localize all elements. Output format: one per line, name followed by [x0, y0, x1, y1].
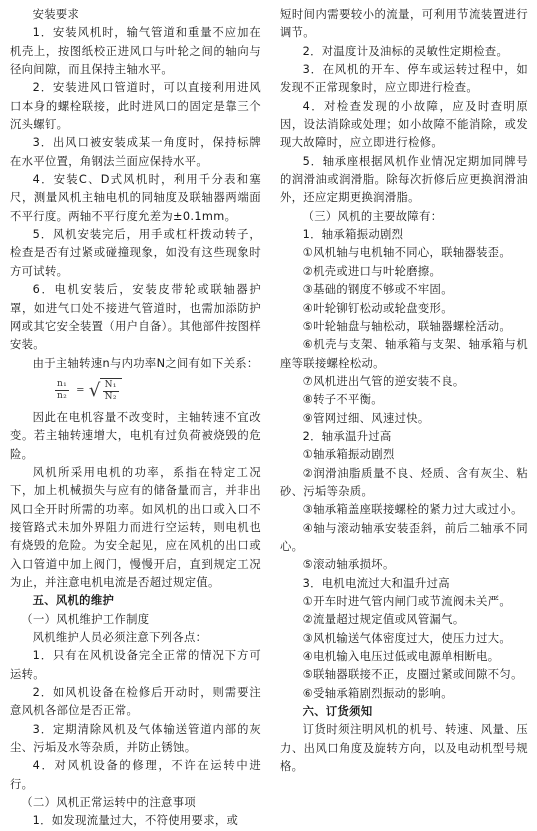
paragraph: 3．在风机的开车、停车或运转过程中，如发现不正常现象时，应立即进行检查。 [280, 63, 528, 95]
fault-item: ④电机输入电压过低或电源单相断电。 [302, 650, 500, 664]
paragraph: 1．如发现流量过大，不符使用要求，或 [32, 814, 239, 828]
fault-category: 3．电机电流过大和温升过高 [302, 576, 450, 590]
fault-item: ②流量超过规定值或风管漏气。 [302, 613, 465, 627]
fault-item: ⑦风机进出气管的逆安装不良。 [302, 374, 465, 388]
speed-power-formula [52, 378, 122, 403]
paragraph: 风机维护人员必须注意下列各点： [32, 631, 208, 644]
paragraph: 5．风机安装完后，用手或杠杆拨动转子，检查是否有过紧或碰撞现象，如没有这些现象时方可试转。 [10, 228, 261, 278]
formula-row [10, 373, 261, 409]
paragraph: 4．对检查发现的小故障，应及时查明原因，设法消除或处理；如小故障不能消除，或发现大故障时，应立即进行检修。 [280, 99, 528, 150]
paragraph: 因此在电机容量不改变时，主轴转速不宜改变。若主轴转速增大，电机有过负荷被烧毁的危险。 [10, 410, 261, 461]
subsection-heading: （三）风机的主要故障有： [302, 209, 443, 223]
paragraph: 3．出风口被安装成某一角度时，保持标牌在水平位置，角钢法兰面应保持水平。 [10, 136, 261, 168]
paragraph: 订货时须注明风机的机号、转速、风量、压力、出风口角度及旋转方向，以及电动机型号规格。 [280, 723, 528, 774]
paragraph: 6．电机安装后，安装皮带轮或联轴器护罩，如进气口处不接进气管道时，也需加添防护网或其它安全装置（用户自备）。其他部件按图样安装。 [10, 283, 261, 352]
paragraph: 4．安装C、D式风机时，利用千分表和塞尺，测量风机主轴电机的同轴度及联轴器两端面不平行度。两轴不平行度允差为±0.1mm。 [10, 173, 261, 223]
paragraph: 3．定期清除风机及气体输送管道内部的灰尘、污垢及水等杂质，并防止锈蚀。 [10, 722, 261, 755]
paragraph: 5．轴承座根据风机作业情况定期加同牌号的润滑油或润滑脂。除每次折修后应更换润滑油外，还应定期更换润滑脂。 [280, 154, 528, 205]
speed-ratio [55, 379, 69, 402]
fault-item: ③基础的钢度不够或不牢固。 [302, 283, 453, 297]
N1-symbol: N₁ [104, 380, 117, 391]
cube-root [89, 378, 122, 403]
section-heading-install-requirements: 安装要求 [32, 8, 80, 21]
power-ratio [103, 380, 119, 403]
fault-item: ⑤滚动轴承损坏。 [302, 558, 395, 572]
fault-item: ②润滑油脂质量不良、烃质、含有灰尘、粘砂、污垢等杂质。 [280, 466, 528, 498]
equals-sign: = [76, 385, 85, 397]
section-heading-maintenance: 五、风机的维护 [32, 594, 115, 608]
fault-item: ④叶轮铆钉松动或轮盘变形。 [302, 301, 453, 315]
fault-item: ⑥机壳与支架、轴承箱与支架、轴承箱与机座等联接螺栓松动。 [280, 338, 528, 370]
left-column [10, 6, 261, 831]
fault-item: ③轴承箱盖座联接螺栓的紧力过大或过小。 [302, 503, 523, 517]
paragraph: 2．如风机设备在检修后开动时，则需要注意风机各部位是否正常。 [10, 686, 261, 718]
fault-item: ⑤联轴器联接不正，皮圈过紧或间隙不匀。 [302, 668, 523, 682]
paragraph: 1．只有在风机设备完全正常的情况下方可运转。 [10, 649, 261, 681]
fault-item: ③风机输送气体密度过大，使压力过大。 [302, 631, 512, 645]
root-sign: √ [88, 379, 101, 401]
fault-item: ④轴与滚动轴承安装歪斜，前后二轴承不同心。 [280, 521, 528, 553]
subsection-heading: （一）风机维护工作制度 [21, 612, 150, 626]
fault-category: 1．轴承箱振动剧烈 [302, 228, 404, 242]
fault-item: ⑤叶轮轴盘与轴松动，联轴器螺栓活动。 [302, 319, 512, 333]
paragraph: 由于主轴转速n与内功率N之间有如下关系： [32, 356, 259, 370]
paragraph: 4．对风机设备的修理，不许在运转中进行。 [10, 759, 261, 791]
fault-item: ⑧转子不平衡。 [302, 393, 383, 407]
subsection-heading: （二）风机正常运转中的注意事项 [21, 796, 197, 810]
section-heading-ordering: 六、订货须知 [302, 705, 373, 719]
paragraph: 短时间内需要较小的流量，可利用节流装置进行调节。 [280, 8, 528, 40]
paragraph: 1．安装风机时，输气管道和重量不应加在机壳上，按图纸校正进风口与叶轮之间的轴向与径向间隙，而且保持主轴水平。 [10, 26, 261, 77]
N2-symbol: N₂ [104, 392, 117, 403]
fault-item: ⑥受轴承箱剧烈振动的影响。 [302, 686, 453, 700]
n1-symbol: n₁ [57, 379, 68, 390]
paragraph: 风机所采用电机的功率，系指在特定工况下，加上机械损失与应有的储备量而言，并非出风口全开时所需的功率。如风机的出口或入口不接管路式未加外界阻力而进行空运转，则电机也有烧毁的危险。为安全起见，应在风机的出口或入口管道中加上阀门，慢慢开启，直到规定工况为止，并注意电机电流是否超过规定值。 [10, 465, 261, 589]
paragraph: 2．安装进风口管道时，可以直接利用进风口本身的螺栓联接，此时进风口的固定是靠三个沉头螺钉。 [10, 81, 261, 132]
fault-item: ①开车时进气管内闸门或节流阀未关严。 [302, 595, 512, 608]
paragraph: 2．对温度计及油标的灵敏性定期检查。 [302, 44, 509, 58]
fault-category: 2．轴承温升过高 [302, 429, 392, 443]
fault-item: ⑨管网过细、风速过快。 [302, 411, 430, 425]
n2-symbol: n₂ [57, 391, 68, 402]
fault-item: ①风机轴与电机轴不同心，联轴器装歪。 [302, 246, 512, 260]
right-column [280, 6, 528, 776]
fault-item: ②机壳或进口与叶轮磨擦。 [302, 264, 442, 278]
fault-item: ①轴承箱振动剧烈 [302, 448, 395, 462]
